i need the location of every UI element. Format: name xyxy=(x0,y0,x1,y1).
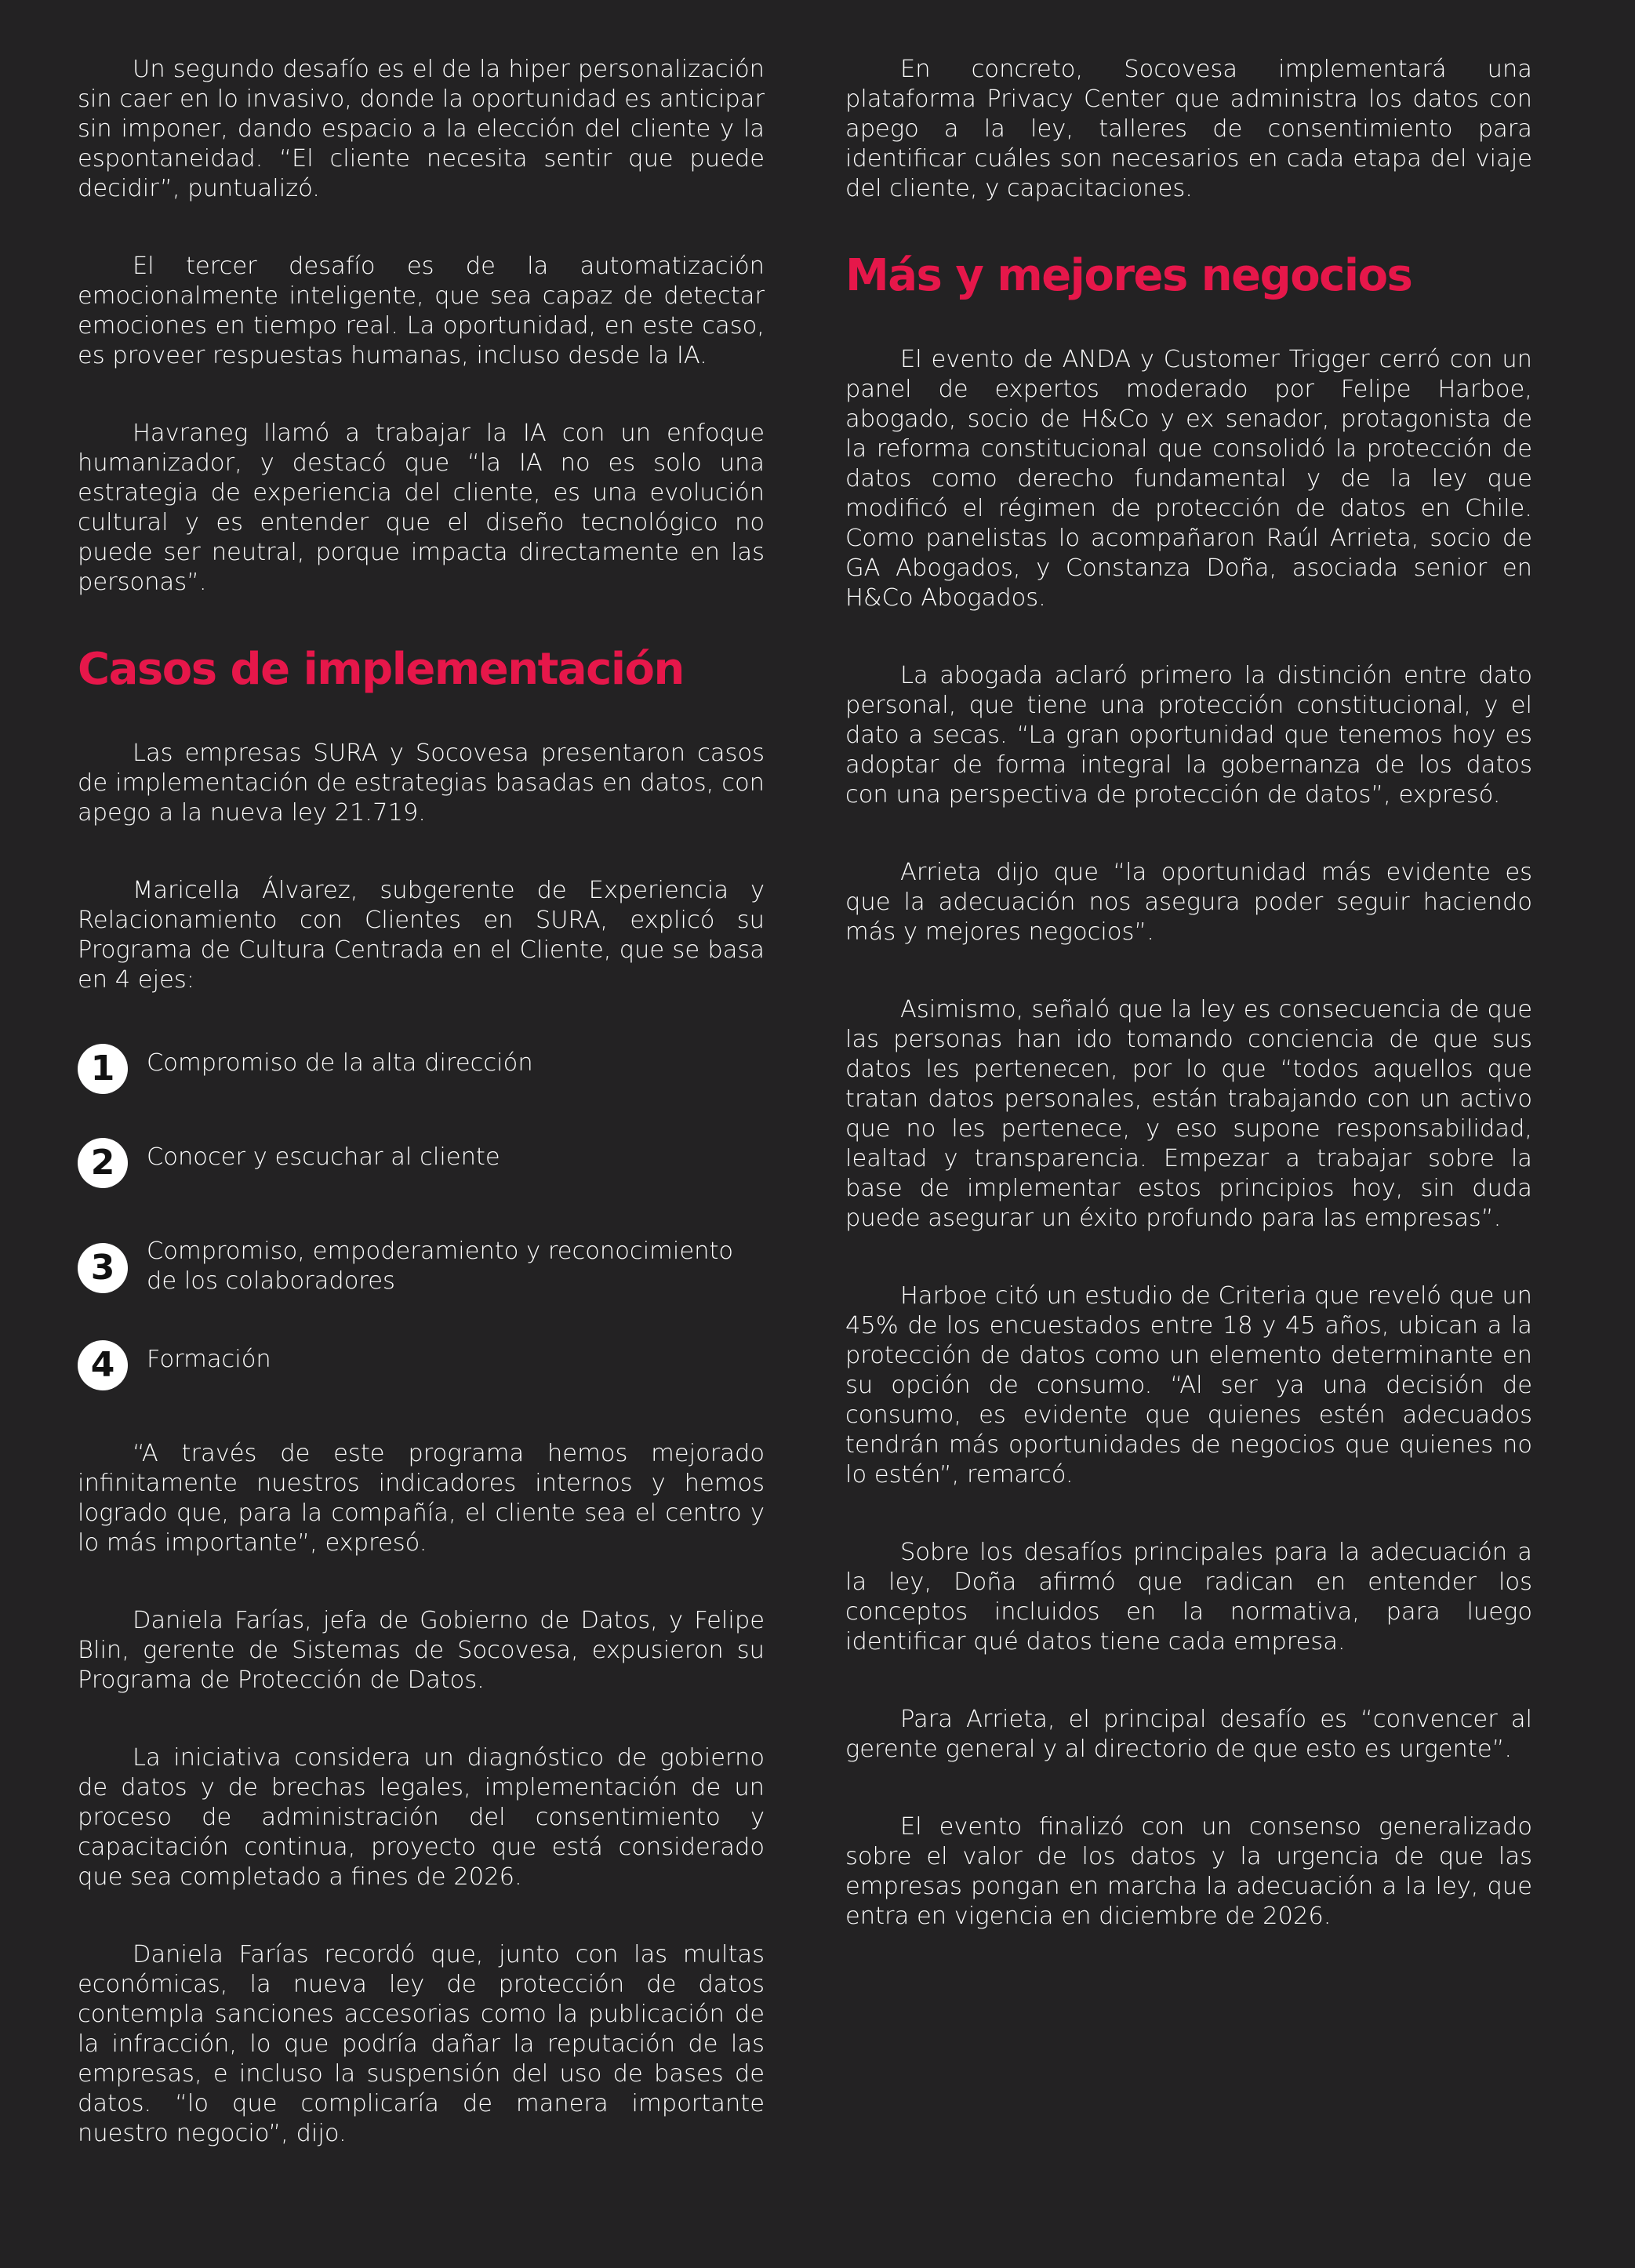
paragraph: Havraneg llamó a trabajar la IA con un enfoque humanizador, y destacó que “la IA no es solo una estrategia de experiencia del cliente, es una evolución cultural y es entender que el diseño tecnológico no puede ser neutral, porque impacta directamente en las personas”. xyxy=(78,420,765,596)
paragraph: El evento de ANDA y Customer Trigger cerró con un panel de expertos moderado por Felipe Harboe, abogado, socio de H&Co y ex senador, protagonista de la reforma constitucional que consolidó la protección de datos como derecho fundamental y de la ley que modificó el régimen de protección de datos en Chile. Como panelistas lo acompañaron Raúl Arrieta, socio de GA Abogados, y Constanza Doña, asociada senior en H&Co Abogados. xyxy=(845,346,1532,612)
paragraph: En concreto, Socovesa implementará una plataforma Privacy Center que administra los datos con apego a la ley, talleres de consentimiento para identificar cuáles son necesarios en cada etapa del viaje del cliente, y capacitaciones. xyxy=(845,56,1532,202)
list-item xyxy=(78,1237,765,1296)
paragraph: Un segundo desafío es el de la hiper personalización sin caer en lo invasivo, donde la oportunidad es anticipar sin imponer, dando espacio a la elección del cliente y la espontaneidad. “El cliente necesita sentir que puede decidir”, puntualizó. xyxy=(78,56,765,202)
paragraph: Las empresas SURA y Socovesa presentaron casos de implementación de estrategias basadas en datos, con apego a la nueva ley 21.719. xyxy=(78,740,765,827)
left-column xyxy=(78,55,765,2149)
list-item xyxy=(78,1143,765,1188)
number-badge: 2 xyxy=(78,1138,128,1188)
list-item-text: Conocer y escuchar al cliente xyxy=(147,1143,500,1171)
number-badge: 4 xyxy=(78,1340,128,1390)
paragraph: El tercer desafío es de la automatización emocionalmente inteligente, que sea capaz de detectar emociones en tiempo real. La oportunidad, en este caso, es proveer respuestas humanas, incluso desde la IA. xyxy=(78,253,765,369)
paragraph: El evento finalizó con un consenso generalizado sobre el valor de los datos y la urgencia de que las empresas pongan en marcha la adecuación a la ley, que entra en vigencia en diciembre de 2026. xyxy=(845,1813,1532,1930)
number-badge: 3 xyxy=(78,1243,128,1293)
paragraph: Harboe citó un estudio de Criteria que reveló que un 45% de los encuestados entre 18 y 45 años, ubican a la protección de datos como un elemento determinante en su opción de consumo. “Al ser ya una decisión de consumo, es evidente que quienes estén adecuados tendrán más oportunidades de negocios que quienes no lo estén”, remarcó. xyxy=(845,1282,1532,1488)
paragraph: La iniciativa considera un diagnóstico de gobierno de datos y de brechas legales, implementación de un proceso de administración del consentimiento y capacitación continua, proyecto que está considerado que sea completado a fines de 2026. xyxy=(78,1744,765,1891)
list-item-text: Compromiso, empoderamiento y reconocimiento de los colaboradores xyxy=(147,1238,734,1295)
list-item-text: Compromiso de la alta dirección xyxy=(147,1049,533,1077)
section-heading-negocios: Más y mejores negocios xyxy=(845,250,1412,301)
right-column xyxy=(845,55,1532,1932)
paragraph: Maricella Álvarez, subgerente de Experiencia y Relacionamiento con Clientes en SURA, explicó su Programa de Cultura Centrada en el Cliente, que se basa en 4 ejes: xyxy=(78,877,765,994)
number-badge: 1 xyxy=(78,1044,128,1094)
paragraph: La abogada aclaró primero la distinción entre dato personal, que tiene una protección constitucional, y el dato a secas. “La gran oportunidad que tenemos hoy es adoptar de forma integral la gobernanza de los datos con una perspectiva de protección de datos”, expresó. xyxy=(845,662,1532,809)
paragraph: Sobre los desafíos principales para la adecuación a la ley, Doña afirmó que radican en entender los conceptos incluidos en la normativa, para luego identificar qué datos tiene cada empresa. xyxy=(845,1539,1532,1656)
paragraph: Para Arrieta, el principal desafío es “convencer al gerente general y al directorio de que esto es urgente”. xyxy=(845,1706,1532,1763)
paragraph: Asimismo, señaló que la ley es consecuencia de que las personas han ido tomando conciencia de que sus datos les pertenecen, por lo que “todos aquellos que tratan datos personales, están trabajando con un activo que no les pertenece, y eso supone responsabilidad, lealtad y transparencia. Empezar a trabajar sobre la base de implementar estos principios hoy, sin duda puede asegurar un éxito profundo para las empresas”. xyxy=(845,996,1532,1232)
list-item xyxy=(78,1345,765,1390)
paragraph: Daniela Farías recordó que, junto con las multas económicas, la nueva ley de protección de datos contempla sanciones accesorias como la publicación de la infracción, lo que podría dañar la reputación de las empresas, e incluso la suspensión del uso de bases de datos. “lo que complicaría de manera importante nuestro negocio”, dijo. xyxy=(78,1941,765,2147)
section-heading-casos: Casos de implementación xyxy=(78,644,684,695)
list-item-text: Formación xyxy=(147,1346,271,1373)
paragraph: Daniela Farías, jefa de Gobierno de Datos, y Felipe Blin, gerente de Sistemas de Socovesa, expusieron su Programa de Protección de Datos. xyxy=(78,1607,765,1694)
paragraph: Arrieta dijo que “la oportunidad más evidente es que la adecuación nos asegura poder seguir haciendo más y mejores negocios”. xyxy=(845,859,1532,946)
list-item xyxy=(78,1049,765,1094)
paragraph: “A través de este programa hemos mejorado infinitamente nuestros indicadores internos y hemos logrado que, para la compañía, el cliente sea el centro y lo más importante”, expresó. xyxy=(78,1440,765,1557)
